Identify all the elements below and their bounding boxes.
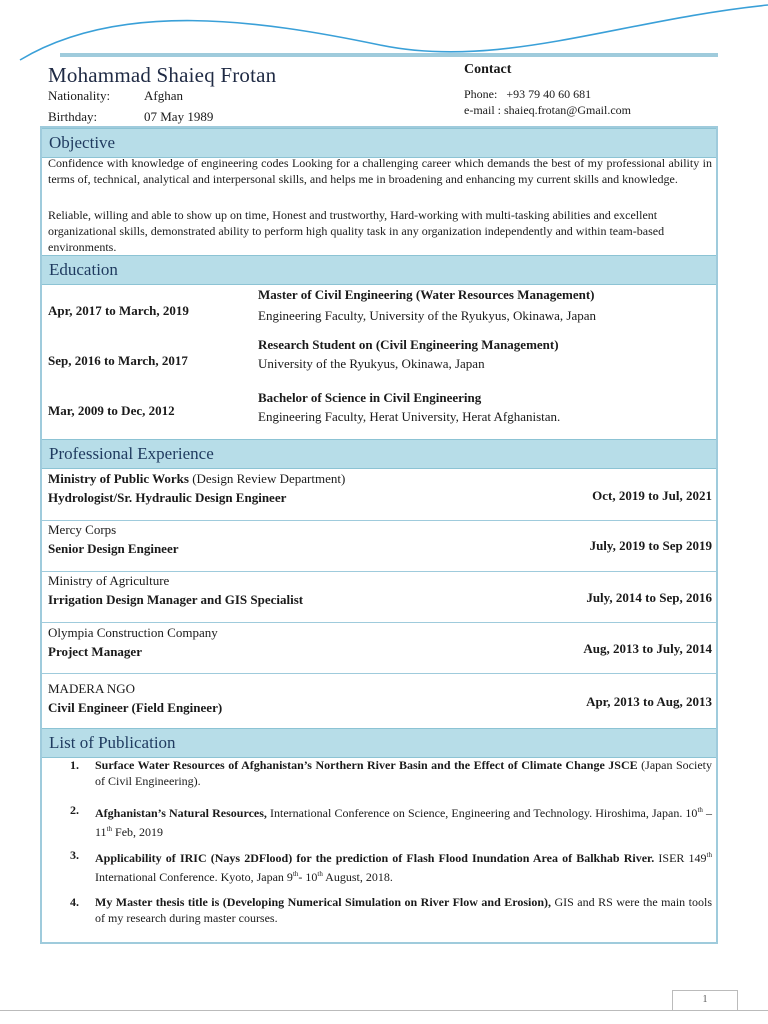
experience-organization: Ministry of Agriculture xyxy=(48,573,170,588)
experience-role: Hydrologist/Sr. Hydraulic Design Engineer xyxy=(48,490,287,505)
publication-title: Afghanistan’s Natural Resources, xyxy=(95,806,267,820)
experience-role: Senior Design Engineer xyxy=(48,541,179,556)
divider xyxy=(42,520,716,521)
education-degree: Master of Civil Engineering (Water Resources Management) xyxy=(258,287,595,302)
experience-header xyxy=(42,439,716,469)
phone-line: Phone: +93 79 40 60 681 xyxy=(464,87,592,101)
nationality-row xyxy=(48,88,183,104)
education-school: Engineering Faculty, Herat University, Herat Afghanistan. xyxy=(258,409,561,424)
experience-date: Apr, 2013 to Aug, 2013 xyxy=(586,694,712,709)
organization-department: (Design Review Department) xyxy=(188,471,346,486)
objective-paragraph-2: Reliable, willing and able to show up on time, Honest and trustworthy, Hard-working with multi-tasking abilities and excellent organizational skills, demonstrated ability to perform high quality task in any organization independently and within team-based environments. xyxy=(48,208,665,254)
publication-detail: International Conference on Science, Engineering and Technology. Hiroshima, Japan. 10 xyxy=(266,806,698,820)
experience-organization: Mercy Corps xyxy=(48,522,117,537)
education-school: University of the Ryukyus, Okinawa, Japan xyxy=(258,356,485,371)
experience-date: July, 2019 to Sep 2019 xyxy=(589,538,712,553)
candidate-name: Mohammad Shaieq Frotan xyxy=(48,63,277,87)
experience-role: Civil Engineer (Field Engineer) xyxy=(48,700,223,715)
publication-title: Applicability of IRIC (Nays 2DFlood) for the prediction of Flash Flood Inundation Area of Balkhab River. xyxy=(95,851,655,865)
experience-organization: Olympia Construction Company xyxy=(48,625,218,640)
education-degree: Bachelor of Science in Civil Engineering xyxy=(258,390,482,405)
publication-detail: - 10 xyxy=(298,870,318,884)
publication-detail: GIS and RS were the main tools of my research during master courses. xyxy=(95,895,712,925)
education-date: Apr, 2017 to March, 2019 xyxy=(48,303,189,318)
objective-title: Objective xyxy=(49,133,116,152)
objective-header xyxy=(42,128,716,158)
publication-detail: ISER 149 xyxy=(654,851,707,865)
publication-detail: Feb, 2019 xyxy=(112,825,164,839)
publication-title: Surface Water Resources of Afghanistan’s Northern River Basin and the Effect of Climate Change JSCE xyxy=(95,758,638,772)
experience-date: July, 2014 to Sep, 2016 xyxy=(586,590,712,605)
page-number: 1 xyxy=(672,990,738,1010)
publication-detail: International Conference. Kyoto, Japan 9 xyxy=(95,870,293,884)
organization-name: Ministry of Public Works xyxy=(48,471,189,486)
publication-number: 2. xyxy=(70,803,79,817)
publication-detail: – 11 xyxy=(95,806,713,839)
publication-item xyxy=(70,847,712,885)
publication-item xyxy=(70,894,712,926)
birthday-row xyxy=(48,109,213,125)
publication-item xyxy=(70,757,712,789)
experience-role: Project Manager xyxy=(48,644,142,659)
ordinal-suffix: th xyxy=(106,825,113,833)
education-date: Sep, 2016 to March, 2017 xyxy=(48,353,188,368)
education-school: Engineering Faculty, University of the Ryukyus, Okinawa, Japan xyxy=(258,308,597,323)
nationality-value: Afghan xyxy=(144,88,183,103)
publication-detail: (Japan Society of Civil Engineering). xyxy=(95,758,712,788)
ordinal-suffix: th xyxy=(292,870,299,878)
publication-number: 1. xyxy=(70,758,79,772)
divider xyxy=(42,622,716,623)
experience-date: Oct, 2019 to Jul, 2021 xyxy=(592,488,712,503)
ordinal-suffix: th xyxy=(697,806,703,814)
education-degree: Research Student on (Civil Engineering Management) xyxy=(258,337,559,352)
experience-date: Aug, 2013 to July, 2014 xyxy=(583,641,712,656)
publications-header xyxy=(42,728,716,758)
contact-title: Contact xyxy=(464,62,512,77)
footer-line xyxy=(0,1010,768,1011)
education-title: Education xyxy=(49,260,118,279)
publications-title: List of Publication xyxy=(49,733,176,752)
publication-detail: August, 2018. xyxy=(322,870,393,884)
ordinal-suffix: th xyxy=(706,851,712,859)
education-date: Mar, 2009 to Dec, 2012 xyxy=(48,403,175,418)
publication-number: 3. xyxy=(70,848,79,862)
birthday-value: 07 May 1989 xyxy=(144,109,214,124)
ordinal-suffix: th xyxy=(317,870,323,878)
divider xyxy=(42,571,716,572)
email-line[interactable]: e-mail : shaieq.frotan@Gmail.com xyxy=(464,103,631,117)
publication-number: 4. xyxy=(70,895,79,909)
education-header xyxy=(42,255,716,285)
divider xyxy=(42,673,716,674)
publication-item xyxy=(70,802,712,840)
decorative-wave xyxy=(0,0,768,70)
experience-role: Irrigation Design Manager and GIS Specialist xyxy=(48,592,304,607)
birthday-label: Birthday: xyxy=(48,109,98,124)
experience-organization: MADERA NGO xyxy=(48,681,136,696)
nationality-label: Nationality: xyxy=(48,88,111,103)
publication-title: My Master thesis title is (Developing Numerical Simulation on River Flow and Erosion), xyxy=(95,895,552,909)
experience-title: Professional Experience xyxy=(49,444,214,463)
experience-organization xyxy=(48,471,345,487)
objective-paragraph-1: Confidence with knowledge of engineering codes Looking for a challenging career which demands the best of my professional ability in terms of, technical, analytical and interpersonal skills, and helps me in broadening and enhancing my current skills and knowledge. xyxy=(48,156,712,186)
